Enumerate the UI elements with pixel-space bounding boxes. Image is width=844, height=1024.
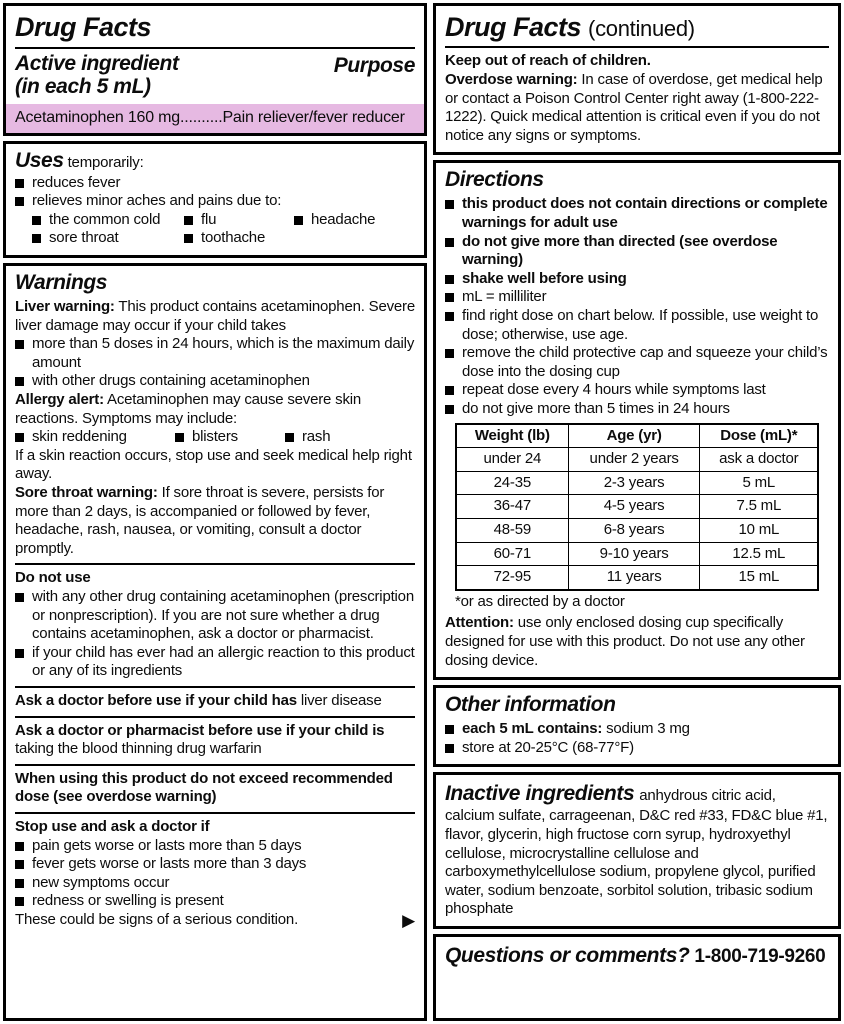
bullet-square-icon	[15, 879, 24, 888]
bullet-square-icon	[445, 275, 454, 284]
uses-option: sore throat	[32, 229, 184, 248]
bullet-square-icon	[15, 897, 24, 906]
uses-sub-options-row	[15, 229, 415, 248]
do-not-use-bullet: with any other drug containing acetaminophen (prescription or nonprescription). If you are not sure whether a drug contains acetaminophen, ask a doctor or pharmacist.	[15, 588, 415, 644]
age-column-header: Age (yr)	[569, 424, 700, 448]
bullet-square-icon	[15, 340, 24, 349]
bullet-square-icon	[294, 216, 303, 225]
keep-out-of-reach-text: Keep out of reach of children.	[445, 52, 651, 70]
directions-bullet: shake well before using	[445, 270, 829, 289]
bullet-square-icon	[15, 377, 24, 386]
inactive-ingredients-heading: Inactive ingredients	[445, 782, 635, 806]
section-inactive-ingredients	[433, 772, 841, 929]
bullet-square-icon	[445, 386, 454, 395]
ask-doctor-or-pharmacist-subsection: Ask a doctor or pharmacist before use if your child is taking the blood thinning drug warfarin	[15, 716, 415, 759]
warnings-heading: Warnings	[15, 271, 108, 295]
table-row: under 24 under 2 years ask a doctor	[456, 448, 819, 472]
bullet-square-icon	[445, 200, 454, 209]
bullet-square-icon	[184, 216, 193, 225]
serious-condition-note: These could be signs of a serious condition.	[15, 910, 299, 928]
when-using-subsection	[15, 764, 415, 807]
other-information-heading: Other information	[445, 693, 616, 717]
section-other-information	[433, 685, 841, 767]
questions-phone-number: 1-800-719-9260	[694, 945, 826, 967]
left-column	[3, 3, 427, 1021]
table-row: 72-95 11 years 15 mL	[456, 566, 819, 590]
bullet-square-icon	[15, 179, 24, 188]
dosing-table	[455, 423, 820, 591]
directions-bullet: remove the child protective cap and squeeze your child’s dose into the dosing cup	[445, 344, 829, 381]
uses-option: flu	[184, 211, 294, 230]
other-information-bullet: each 5 mL contains: sodium 3 mg	[445, 720, 829, 739]
active-ingredient-heading-line2: (in each 5 mL)	[15, 75, 151, 99]
continuation-arrow-icon: ▶	[402, 910, 415, 930]
uses-bullet: relieves minor aches and pains due to:	[15, 192, 415, 211]
dose-column-header: Dose (mL)*	[700, 424, 819, 448]
drug-facts-title: Drug Facts	[15, 12, 152, 42]
section-uses	[3, 141, 427, 258]
skin-reaction-note: If a skin reaction occurs, stop use and seek medical help right away.	[15, 446, 412, 483]
bullet-square-icon	[445, 349, 454, 358]
bullet-square-icon	[445, 405, 454, 414]
dosing-table-header-row	[456, 424, 819, 448]
section-title-and-active-ingredient	[3, 3, 427, 136]
table-row: 24-35 2-3 years 5 mL	[456, 471, 819, 495]
allergy-alert-paragraph: Allergy alert: Acetaminophen may cause severe skin reactions. Symptoms may include:	[15, 391, 362, 427]
uses-heading: Uses	[15, 148, 64, 172]
do-not-use-bullet: if your child has ever had an allergic reaction to this product or any of its ingredients	[15, 644, 415, 681]
section-warnings	[3, 263, 427, 1021]
weight-column-header: Weight (lb)	[456, 424, 569, 448]
directions-heading: Directions	[445, 168, 544, 192]
bullet-square-icon	[15, 433, 24, 442]
table-row: 60-71 9-10 years 12.5 mL	[456, 542, 819, 566]
stop-use-heading: Stop use and ask a doctor if	[15, 817, 210, 835]
bullet-square-icon	[15, 649, 24, 658]
bullet-square-icon	[15, 593, 24, 602]
bullet-square-icon	[285, 433, 294, 442]
section-continued-keep-out	[433, 3, 841, 155]
uses-option: the common cold	[32, 211, 184, 230]
directions-bullet: do not give more than 5 times in 24 hours	[445, 400, 829, 419]
stop-use-bullet: redness or swelling is present	[15, 892, 415, 911]
active-ingredient-header	[6, 53, 424, 98]
uses-bullet: reduces fever	[15, 174, 415, 193]
sore-throat-warning-paragraph: Sore throat warning: If sore throat is severe, persists for more than 2 days, is accompanied or followed by fever, headache, rash, nausea, or vomiting, consult a doctor promptly.	[15, 484, 385, 557]
title-divider	[15, 47, 415, 49]
table-row: 36-47 4-5 years 7.5 mL	[456, 495, 819, 519]
symptom-item: rash	[285, 428, 330, 447]
title-divider	[445, 46, 829, 48]
bullet-square-icon	[15, 860, 24, 869]
directions-bullet: mL = milliliter	[445, 288, 829, 307]
attention-paragraph: Attention: use only enclosed dosing cup specifically designed for use with this product. Do not use any other dosing device.	[445, 614, 805, 669]
section-directions	[433, 160, 841, 680]
uses-heading-suffix: temporarily:	[67, 153, 144, 171]
directions-bullet: find right dose on chart below. If possible, use weight to dose; otherwise, use age.	[445, 307, 829, 344]
bullet-square-icon	[32, 216, 41, 225]
active-ingredient-heading-line1: Active ingredient	[15, 52, 179, 76]
uses-option: headache	[294, 211, 375, 230]
uses-sub-options-row	[15, 211, 415, 230]
bullet-square-icon	[445, 238, 454, 247]
symptoms-row	[15, 428, 415, 447]
liver-warning-bullet: with other drugs containing acetaminophen	[15, 372, 415, 391]
directions-bullet: do not give more than directed (see overdose warning)	[445, 233, 829, 270]
continued-suffix: (continued)	[588, 16, 695, 41]
purpose-heading: Purpose	[333, 54, 415, 78]
bullet-square-icon	[15, 197, 24, 206]
bullet-square-icon	[445, 312, 454, 321]
bullet-square-icon	[15, 842, 24, 851]
uses-option: toothache	[184, 229, 265, 248]
when-using-text: When using this product do not exceed recommended dose (see overdose warning)	[15, 769, 393, 806]
overdose-warning-paragraph: Overdose warning: In case of overdose, get medical help or contact a Poison Control Center right away (1-800-222-1222). Quick medical attention is critical even if you do not notice any signs or symptoms.	[445, 71, 823, 144]
bullet-square-icon	[445, 293, 454, 302]
right-column	[433, 3, 841, 1021]
bullet-square-icon	[184, 234, 193, 243]
stop-use-bullet: fever gets worse or lasts more than 3 days	[15, 855, 415, 874]
ask-doctor-subsection: Ask a doctor before use if your child has liver disease	[15, 686, 415, 711]
table-row: 48-59 6-8 years 10 mL	[456, 518, 819, 542]
inactive-ingredients-list: anhydrous citric acid, calcium sulfate, carrageenan, D&C red #33, FD&C blue #1, flavor, glycerin, high fructose corn syrup, hydroxyethyl cellulose, microcrystalline cellulose and carboxymethylcellulose sodium, propylene glycol, purified water, sodium benzoate, sorbitol solution, tribasic sodium phosphate	[445, 787, 828, 918]
do-not-use-heading: Do not use	[15, 569, 91, 587]
do-not-use-subsection	[15, 563, 415, 681]
bullet-square-icon	[445, 725, 454, 734]
directions-bullet: this product does not contain directions or complete warnings for adult use	[445, 195, 829, 232]
symptom-item: blisters	[175, 428, 285, 447]
table-footnote: *or as directed by a doctor	[455, 592, 625, 610]
directions-bullet: repeat dose every 4 hours while symptoms last	[445, 381, 829, 400]
bullet-square-icon	[445, 744, 454, 753]
symptom-item: skin reddening	[15, 428, 175, 447]
liver-warning-paragraph: Liver warning: This product contains acetaminophen. Severe liver damage may occur if your child takes	[15, 298, 415, 334]
other-information-bullet: store at 20-25°C (68-77°F)	[445, 739, 829, 758]
stop-use-bullet: pain gets worse or lasts more than 5 days	[15, 837, 415, 856]
stop-use-bullet: new symptoms occur	[15, 874, 415, 893]
bullet-square-icon	[32, 234, 41, 243]
bullet-square-icon	[175, 433, 184, 442]
stop-use-subsection	[15, 812, 415, 930]
active-ingredient-row: Acetaminophen 160 mg..........Pain reliever/fever reducer	[6, 104, 424, 133]
questions-heading: Questions or comments?	[445, 943, 690, 967]
drug-facts-continued-title: Drug Facts (continued)	[445, 12, 695, 42]
section-questions-or-comments	[433, 934, 841, 1021]
liver-warning-bullet: more than 5 doses in 24 hours, which is the maximum daily amount	[15, 335, 415, 372]
